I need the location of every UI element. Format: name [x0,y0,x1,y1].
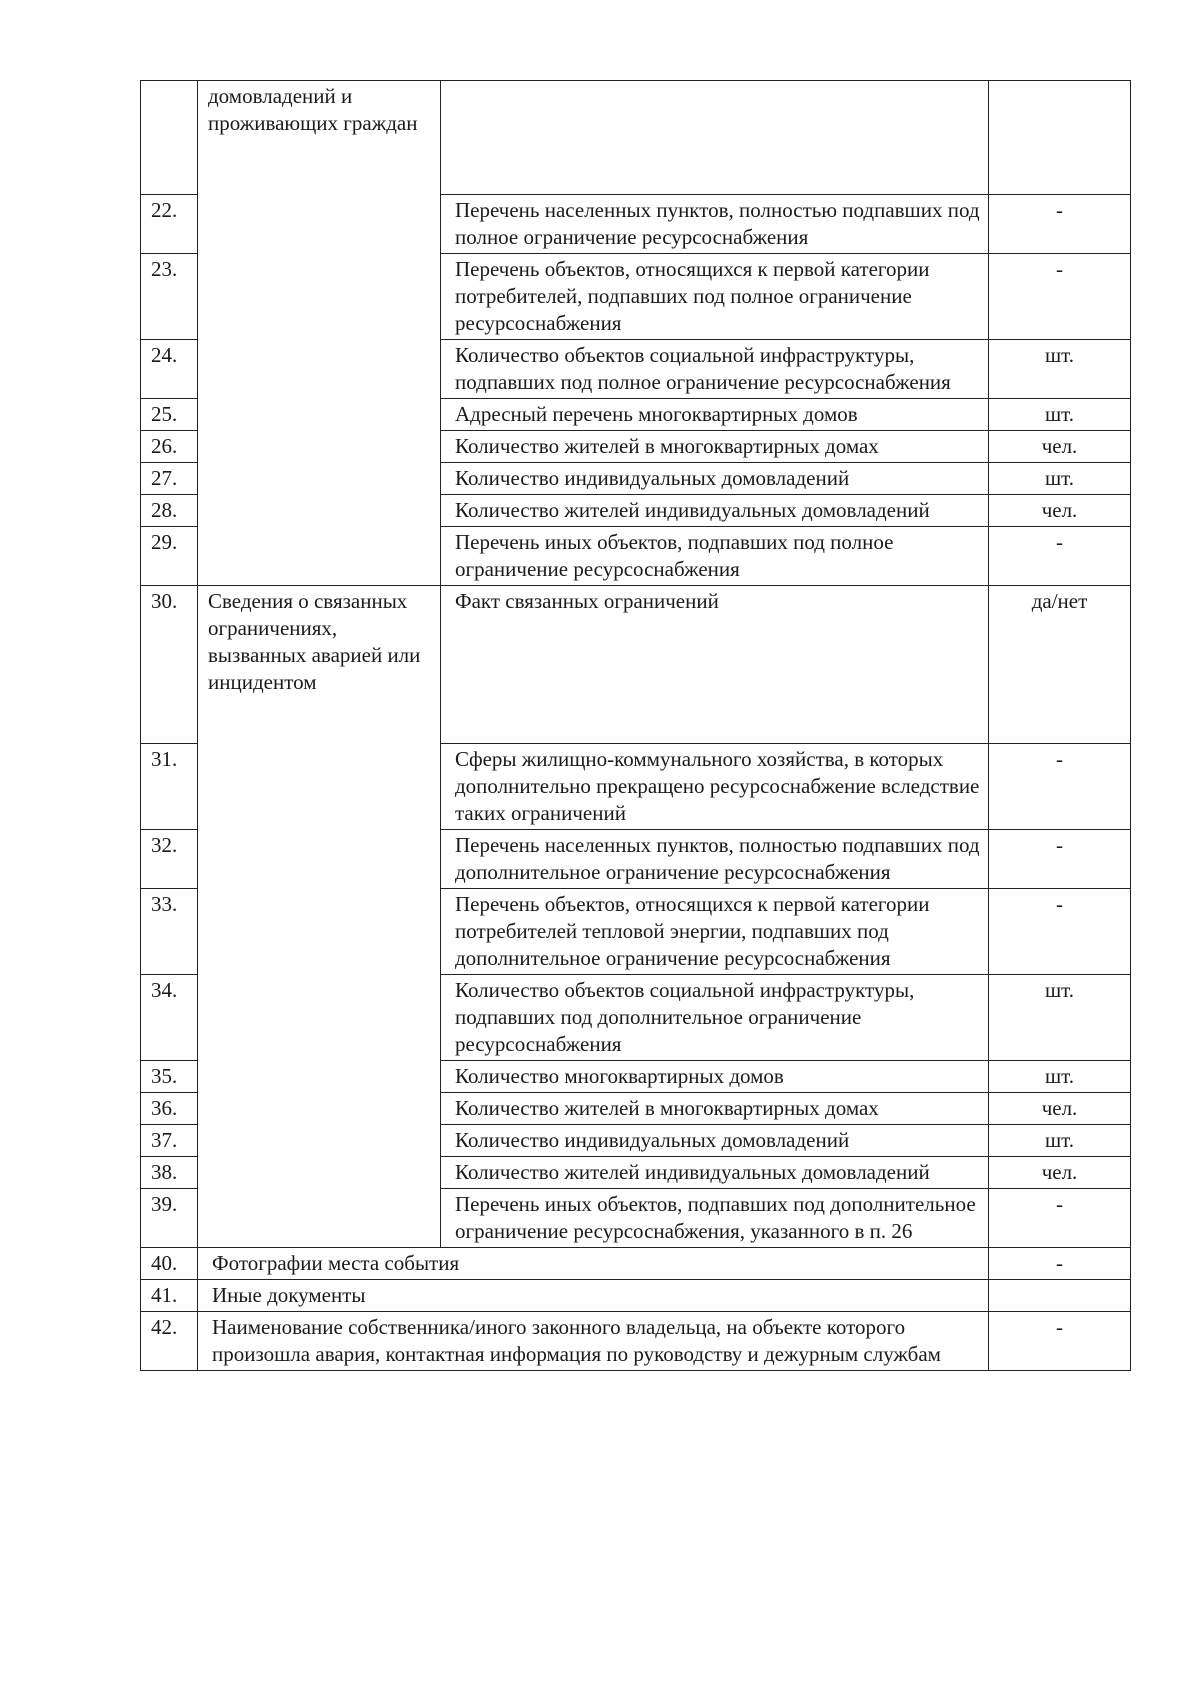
description-cell: Наименование собственника/иного законного владельца, на объекте которого произошла авария, контактная информация по руководству и дежурным службам [198,1312,989,1371]
row-number-cell: 42. [141,1312,198,1371]
table-row [141,1248,1131,1280]
description-cell: Количество многоквартирных домов [441,1061,989,1093]
row-number-cell [141,81,198,195]
description-cell: Количество жителей в многоквартирных домах [441,1093,989,1125]
unit-cell: - [989,527,1131,586]
row-number-cell: 31. [141,744,198,830]
unit-cell: шт. [989,463,1131,495]
unit-cell: чел. [989,1093,1131,1125]
row-number-cell: 26. [141,431,198,463]
unit-cell: - [989,254,1131,340]
row-number-cell: 23. [141,254,198,340]
description-cell: Перечень населенных пунктов, полностью подпавших под полное ограничение ресурсоснабжения [441,195,989,254]
row-number-cell: 29. [141,527,198,586]
description-cell: Перечень иных объектов, подпавших под дополнительное ограничение ресурсоснабжения, указанного в п. 26 [441,1189,989,1248]
unit-cell: чел. [989,1157,1131,1189]
description-cell: Перечень населенных пунктов, полностью подпавших под дополнительное ограничение ресурсоснабжения [441,830,989,889]
table-row [141,1312,1131,1371]
table-row [141,81,1131,195]
description-cell: Фотографии места события [198,1248,989,1280]
description-cell: Количество объектов социальной инфраструктуры, подпавших под дополнительное ограничение ресурсоснабжения [441,975,989,1061]
unit-cell: - [989,195,1131,254]
unit-cell: - [989,830,1131,889]
row-number-cell: 33. [141,889,198,975]
row-number-cell: 32. [141,830,198,889]
unit-cell: - [989,744,1131,830]
row-number-cell: 35. [141,1061,198,1093]
description-cell: Количество жителей индивидуальных домовладений [441,495,989,527]
section-label-cell: домовладений и проживающих граждан [198,81,441,586]
unit-cell: чел. [989,495,1131,527]
row-number-cell: 27. [141,463,198,495]
unit-cell: шт. [989,399,1131,431]
row-number-cell: 22. [141,195,198,254]
row-number-cell: 24. [141,340,198,399]
description-cell: Количество жителей в многоквартирных домах [441,431,989,463]
description-cell: Количество индивидуальных домовладений [441,463,989,495]
unit-cell: - [989,1312,1131,1371]
unit-cell: шт. [989,1061,1131,1093]
unit-cell: - [989,889,1131,975]
row-number-cell: 30. [141,586,198,744]
table-row [141,1280,1131,1312]
unit-cell: чел. [989,431,1131,463]
description-cell: Перечень объектов, относящихся к первой категории потребителей тепловой энергии, подпавших под дополнительное ограничение ресурсоснабжения [441,889,989,975]
row-number-cell: 37. [141,1125,198,1157]
row-number-cell: 40. [141,1248,198,1280]
section-label-cell: Сведения о связанных ограничениях, вызванных аварией или инцидентом [198,586,441,1248]
row-number-cell: 25. [141,399,198,431]
description-cell: Количество жителей индивидуальных домовладений [441,1157,989,1189]
unit-cell [989,81,1131,195]
unit-cell: - [989,1189,1131,1248]
row-number-cell: 28. [141,495,198,527]
unit-cell [989,1280,1131,1312]
description-cell: Сферы жилищно-коммунального хозяйства, в которых дополнительно прекращено ресурсоснабжение вследствие таких ограничений [441,744,989,830]
description-cell: Количество индивидуальных домовладений [441,1125,989,1157]
row-number-cell: 41. [141,1280,198,1312]
unit-cell: - [989,1248,1131,1280]
description-cell [441,81,989,195]
description-cell: Факт связанных ограничений [441,586,989,744]
table-row [141,586,1131,744]
description-cell: Количество объектов социальной инфраструктуры, подпавших под полное ограничение ресурсоснабжения [441,340,989,399]
row-number-cell: 39. [141,1189,198,1248]
row-number-cell: 34. [141,975,198,1061]
description-cell: Адресный перечень многоквартирных домов [441,399,989,431]
description-cell: Перечень объектов, относящихся к первой категории потребителей, подпавших под полное ограничение ресурсоснабжения [441,254,989,340]
requirements-table-body [141,81,1131,1371]
row-number-cell: 36. [141,1093,198,1125]
requirements-table [140,80,1131,1371]
unit-cell: шт. [989,975,1131,1061]
row-number-cell: 38. [141,1157,198,1189]
description-cell: Иные документы [198,1280,989,1312]
description-cell: Перечень иных объектов, подпавших под полное ограничение ресурсоснабжения [441,527,989,586]
unit-cell: шт. [989,1125,1131,1157]
unit-cell: да/нет [989,586,1131,744]
unit-cell: шт. [989,340,1131,399]
